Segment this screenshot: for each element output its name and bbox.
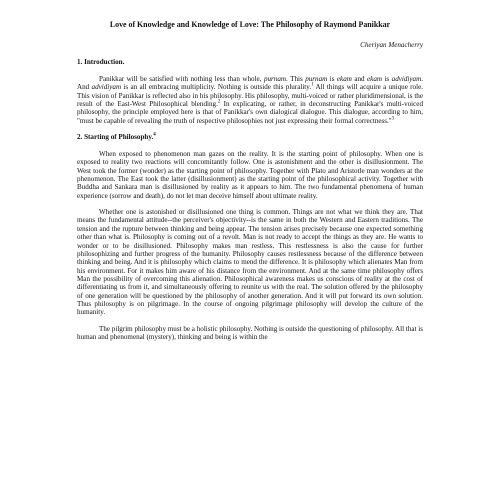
body-paragraph [77,150,423,200]
footnote-marker: 4 [153,132,156,138]
body-paragraph [77,75,423,125]
body-paragraph [77,325,423,342]
footnote-marker: 1 [311,82,314,88]
section-heading [77,58,423,67]
italic-term: ekam [336,75,352,83]
section-heading-text: 1. Introduction. [77,58,125,66]
italic-term: ekam [367,75,382,83]
text-run: is [382,75,392,83]
italic-term: purnam [305,75,328,83]
text-run: In explicating, or rather, in deconstructing Panikkar's multi-voiced philosophy, the principle employed here is that of Panikkar's own dialogical dialogue. This dialogue, according to him, "must be capable of revealing the truth of respective philosophies not just expressing their formal correctness." [77,100,423,125]
text-run: The pilgrim philosophy must be a holistic philosophy. Nothing is outside the questioning of philosophy. All that is human and phenomenal (mystery), thinking and being is within the [77,324,424,341]
text-run: is [327,75,337,83]
text-run: . And [77,75,423,92]
document-title: Love of Knowledge and Knowledge of Love: The Philosophy of Raymond Panikkar [109,20,391,29]
text-run: and [351,75,368,83]
footnote-marker: 3 [391,116,395,122]
italic-term: advidiyam [391,75,422,83]
text-run: Panikkar will be satisfied with nothing less than whole, [99,75,264,83]
text-run: Whether one is astonished or disillusioned one thing is common. Things are not what we think they are. That means the fundamental attitude--the perceiver's objectivity--is the same in both the Western and Eastern traditions. The tension and the rupture between thinking and being appear. The tension arises precisely because one expected something other than what is. Philosophy is coming out of a revolt. Man is not ready to accept the things as they are. He wants to wonder or to be disillusioned. Philosophy makes man restless. This restlessness is also the cause for further philosophizing and further progress of the humanity. Philosophy causes restlessness because of the difference between thinking and being. And it is philosophy which claims to mend the difference. It is philosophy which alienates Man from his environment. For it makes him aware of his distance from the environment. And at the same time philosophy offers Man the possibility of overcoming this alienation. Philosophical awareness makes us conscious of reality at the cost of differentiating us from it, and simultaneously offering to reunite us with the real. The solution offered by the philosophy of one generation will be questioned by the philosophy of another generation. And it will put forward its own solution. Thus philosophy is on pilgrimage. In the course of ongoing pilgrimage philosophy will develop the culture of the humanity. [77,208,423,317]
italic-term: advidiyam [91,83,122,92]
section-heading-text: 2. Starting of Philosophy. [77,133,154,142]
document-page [77,20,423,341]
italic-term: purnam [263,75,287,83]
text-run: All things will acquire a unique role. This vision of Panikkar is reflected also in his philosophy. His philosophy, multi-voiced or rather pluridimensional, is the result of the East-West Philosophical blending. [77,83,423,109]
section-heading [77,133,423,142]
footnote-marker: 2 [217,99,221,105]
text-run: When exposed to phenomenon man gazes on the reality. It is the starting point of philosophy. When one is exposed to reality two reactions will concomitantly follow. One is astonishment and the other is disillusionment. The West took the former (wonder) as the starting point of philosophy. Together with Plato and Aristotle man wonders at the phenomenon. The East took the latter (disillusionment) as the starting point of the philosophical activity. Together with Buddha and Sankara man is disillusioned by reality as it appears to him. The two fundamental phenomena of human experience (sorrow and death), do not let man deceive himself about ultimate reality. [77,150,423,200]
text-run: is an all embracing multiplicity. Nothing is outside this plurality. [121,83,312,92]
document-body [77,58,423,341]
body-paragraph [77,208,423,316]
author-name: Cheriyan Menacherry [360,41,423,49]
text-run: . This [286,75,306,83]
